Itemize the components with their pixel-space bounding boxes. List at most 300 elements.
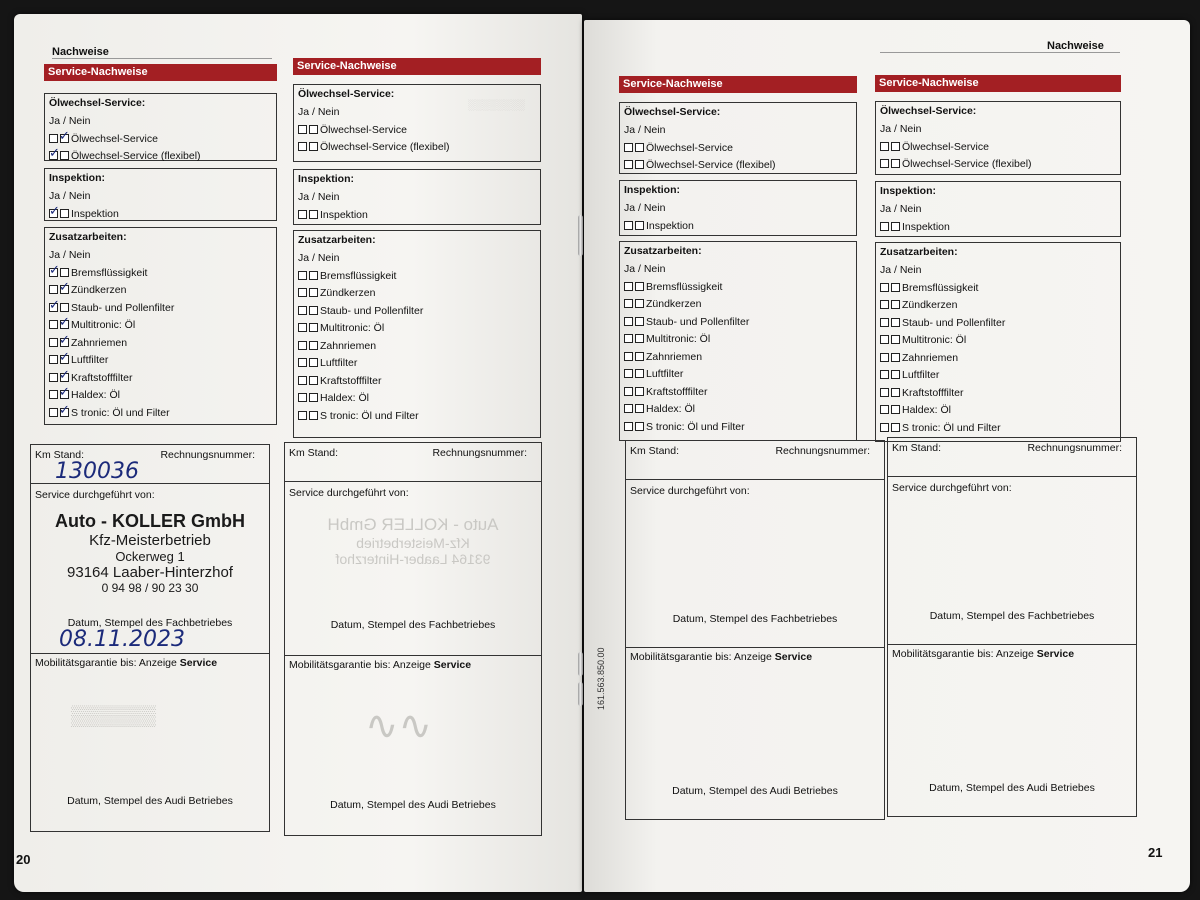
km-row	[31, 445, 269, 484]
yes-checkbox[interactable]	[298, 341, 307, 350]
extra-work-title: Zusatzarbeiten:	[624, 245, 702, 257]
extra-row	[49, 367, 272, 388]
yes-checkbox[interactable]	[880, 222, 889, 231]
extra-row	[298, 355, 536, 373]
yes-no-label: Ja / Nein	[49, 249, 91, 261]
check-mark: ✓	[59, 280, 70, 295]
yes-checkbox[interactable]	[880, 370, 889, 379]
yes-checkbox[interactable]	[624, 143, 633, 152]
yes-checkbox[interactable]	[298, 288, 307, 297]
yes-checkbox[interactable]	[880, 388, 889, 397]
extra-work-title: Zusatzarbeiten:	[298, 234, 376, 246]
extra-label: Haldex: Öl	[71, 389, 121, 401]
yes-checkbox[interactable]	[624, 369, 633, 378]
inspection-box	[875, 181, 1121, 237]
audi-date-label: Datum, Stempel des Audi Betriebes	[67, 795, 233, 807]
extra-label: Luftfilter	[71, 354, 109, 366]
km-label: Km Stand:	[630, 445, 680, 457]
no-checkbox[interactable]	[635, 352, 644, 361]
mobility-prefix: Mobilitätsgarantie bis: Anzeige	[35, 657, 180, 669]
divider	[31, 653, 269, 654]
header-rule-left	[52, 58, 272, 59]
divider	[888, 644, 1136, 645]
extra-label: Zündkerzen	[646, 298, 702, 310]
service-entry-card-1	[30, 444, 270, 832]
extra-row	[298, 303, 536, 321]
extra-label: Luftfilter	[902, 369, 940, 381]
stamp-name: Auto - KOLLER GmbH	[55, 511, 245, 531]
mobility-label	[35, 657, 217, 669]
bleed-through-text: ░░░░░░░░	[468, 100, 525, 111]
no-checkbox[interactable]	[309, 125, 318, 134]
yes-checkbox[interactable]	[298, 376, 307, 385]
extra-row	[49, 297, 272, 318]
check-mark: ✓	[59, 128, 70, 144]
yes-checkbox[interactable]	[624, 404, 633, 413]
dealer-date-label: Datum, Stempel des Fachbetriebes	[929, 610, 1095, 622]
yes-no-label: Ja / Nein	[880, 264, 922, 276]
extra-label: S tronic: Öl und Filter	[902, 421, 1001, 434]
extra-row	[880, 315, 1116, 333]
extra-row	[624, 366, 852, 384]
yes-checkbox[interactable]	[298, 210, 307, 219]
extra-label: Multitronic: Öl	[320, 322, 385, 334]
divider	[285, 655, 541, 656]
yes-no-label: Ja / Nein	[624, 263, 666, 275]
yes-checkbox[interactable]	[880, 300, 889, 309]
check-mark: ✓	[59, 385, 70, 400]
extra-work-box	[619, 241, 857, 441]
no-checkbox[interactable]	[60, 209, 69, 218]
extra-label: S tronic: Öl und Filter	[646, 420, 745, 433]
yes-checkbox[interactable]	[624, 387, 633, 396]
km-label: Km Stand:	[35, 449, 85, 461]
extra-row	[624, 384, 852, 402]
yes-checkbox[interactable]	[298, 393, 307, 402]
oil-item-row	[624, 140, 852, 158]
no-checkbox[interactable]	[635, 334, 644, 343]
stamp-city: 93164 Laaber-Hinterzhof	[67, 564, 233, 581]
yes-checkbox[interactable]	[624, 317, 633, 326]
extra-row	[880, 350, 1116, 368]
extra-row	[49, 402, 272, 423]
extra-row	[624, 314, 852, 332]
oil-change-box	[293, 84, 541, 162]
check-mark: ✓	[49, 297, 60, 313]
yes-checkbox[interactable]	[298, 358, 307, 367]
no-checkbox[interactable]	[60, 303, 69, 312]
yes-checkbox[interactable]	[298, 125, 307, 134]
yes-checkbox[interactable]	[624, 160, 633, 169]
inspection-label: Inspektion	[646, 219, 694, 232]
extra-label: Zündkerzen	[71, 284, 127, 296]
extra-row	[880, 402, 1116, 420]
extra-label: Haldex: Öl	[320, 392, 370, 404]
staple-top-2	[578, 232, 583, 256]
extra-label: Haldex: Öl	[902, 404, 952, 416]
invoice-label: Rechnungsnummer:	[432, 447, 527, 459]
yes-checkbox[interactable]	[880, 335, 889, 344]
extra-label: Zahnriemen	[646, 350, 703, 363]
oil-item-label: Ölwechsel-Service	[646, 141, 733, 154]
extra-row	[49, 262, 272, 283]
inspection-row	[49, 203, 272, 224]
yes-checkbox[interactable]	[624, 352, 633, 361]
mobility-service: Service	[774, 651, 813, 663]
mobility-prefix: Mobilitätsgarantie bis: Anzeige	[289, 659, 434, 671]
no-checkbox[interactable]	[635, 282, 644, 291]
no-checkbox[interactable]	[891, 388, 900, 397]
no-checkbox[interactable]	[891, 283, 900, 292]
extra-row	[880, 332, 1116, 350]
extra-label: Bremsflüssigkeit	[71, 266, 148, 279]
oil-item-label: Ölwechsel-Service	[320, 123, 407, 136]
extra-row	[298, 268, 536, 286]
mirrored-stamp-bleed	[305, 515, 521, 567]
no-checkbox[interactable]	[635, 221, 644, 230]
extra-row	[624, 401, 852, 419]
mobility-label	[892, 648, 1074, 660]
inspection-box	[293, 169, 541, 225]
oil-item-row	[298, 122, 536, 140]
check-mark: ✓	[59, 367, 70, 383]
yes-checkbox[interactable]	[880, 423, 889, 432]
yes-checkbox[interactable]	[624, 334, 633, 343]
stamp-phone: 0 94 98 / 90 23 30	[101, 581, 199, 595]
yes-no-label: Ja / Nein	[624, 202, 666, 214]
yes-checkbox[interactable]	[880, 283, 889, 292]
yes-checkbox[interactable]	[49, 390, 58, 399]
extra-row	[49, 387, 272, 405]
oil-flex-row	[880, 156, 1116, 174]
inspection-title: Inspektion:	[298, 173, 355, 185]
no-checkbox[interactable]	[635, 317, 644, 326]
yes-checkbox[interactable]	[298, 142, 307, 151]
extra-work-box	[293, 230, 541, 438]
extra-label: Zahnriemen	[320, 339, 377, 352]
inspection-label: Inspektion	[320, 208, 368, 221]
staple-bottom-2	[578, 682, 583, 706]
extra-label: Multitronic: Öl	[902, 334, 967, 346]
dealer-date-label: Datum, Stempel des Fachbetriebes	[67, 617, 233, 629]
no-checkbox[interactable]	[309, 323, 318, 332]
inspection-title: Inspektion:	[49, 172, 106, 184]
faded-stamp-mark: ▒▒▒▒▒▒	[71, 705, 157, 727]
yes-no-label: Ja / Nein	[298, 252, 340, 264]
no-checkbox[interactable]	[891, 405, 900, 414]
no-checkbox[interactable]	[635, 160, 644, 169]
no-checkbox[interactable]	[891, 222, 900, 231]
no-checkbox[interactable]	[891, 318, 900, 327]
extra-label: S tronic: Öl und Filter	[320, 409, 419, 422]
page-header-right: Nachweise	[1047, 40, 1104, 52]
extra-label: Staub- und Pollenfilter	[902, 316, 1006, 329]
yes-no-label: Ja / Nein	[880, 203, 922, 215]
mobility-service: Service	[179, 657, 218, 669]
extra-row	[298, 320, 536, 338]
audi-date-label: Datum, Stempel des Audi Betriebes	[672, 785, 838, 797]
extra-row	[880, 420, 1116, 438]
oil-item-row	[49, 128, 272, 149]
extra-label: Zahnriemen	[902, 351, 959, 364]
extra-label: Bremsflüssigkeit	[320, 269, 397, 282]
service-banner: Service-Nachweise	[619, 76, 857, 93]
extra-label: Staub- und Pollenfilter	[320, 304, 424, 317]
no-checkbox[interactable]	[635, 299, 644, 308]
extra-label: Luftfilter	[646, 368, 684, 380]
extra-label: Staub- und Pollenfilter	[71, 301, 175, 314]
service-banner: Service-Nachweise	[293, 58, 541, 75]
date-value: 08.11.2023	[59, 627, 185, 652]
check-mark: ✓	[49, 262, 60, 278]
extra-row	[298, 390, 536, 408]
yes-checkbox[interactable]	[624, 282, 633, 291]
check-mark: ✓	[49, 203, 60, 219]
yes-checkbox[interactable]	[624, 422, 633, 431]
extra-label: Multitronic: Öl	[71, 319, 136, 331]
extra-work-box	[44, 227, 277, 425]
divider	[626, 647, 884, 648]
service-banner: Service-Nachweise	[44, 64, 277, 81]
oil-flex-row	[49, 148, 272, 166]
invoice-label: Rechnungsnummer:	[775, 445, 870, 457]
check-mark: ✓	[59, 315, 70, 330]
oil-flex-label: Ölwechsel-Service (flexibel)	[646, 159, 776, 171]
yes-checkbox[interactable]	[49, 285, 58, 294]
bleed-stamp-name: Auto - KOLLER GmbH	[327, 515, 499, 534]
extra-label: Kraftstofffilter	[320, 374, 382, 387]
dealer-date-label: Datum, Stempel des Fachbetriebes	[330, 619, 496, 631]
oil-flex-label: Ölwechsel-Service (flexibel)	[71, 150, 201, 162]
yes-checkbox[interactable]	[49, 134, 58, 143]
yes-checkbox[interactable]	[298, 306, 307, 315]
mobility-label	[630, 651, 812, 663]
yes-no-label: Ja / Nein	[624, 124, 666, 136]
extra-label: Zündkerzen	[902, 299, 958, 311]
oil-title: Ölwechsel-Service:	[880, 105, 977, 117]
no-checkbox[interactable]	[891, 300, 900, 309]
bleed-stamp-city: 93164 Laaber-Hinterzhof	[335, 551, 491, 567]
extra-label: Zündkerzen	[320, 287, 376, 299]
no-checkbox[interactable]	[891, 353, 900, 362]
extra-work-title: Zusatzarbeiten:	[880, 246, 958, 258]
oil-item-row	[880, 139, 1116, 157]
extra-row	[880, 385, 1116, 403]
service-column-4	[875, 75, 1121, 442]
yes-no-label: Ja / Nein	[880, 123, 922, 135]
oil-change-box	[619, 102, 857, 174]
extra-label: Kraftstofffilter	[902, 386, 964, 399]
yes-checkbox[interactable]	[49, 408, 58, 417]
invoice-label: Rechnungsnummer:	[160, 449, 255, 461]
inspection-label: Inspektion	[71, 207, 119, 220]
oil-flex-label: Ölwechsel-Service (flexibel)	[902, 158, 1032, 170]
header-rule-right	[880, 52, 1120, 53]
extra-row	[49, 282, 272, 300]
inspection-title: Inspektion:	[624, 184, 681, 196]
extra-row	[880, 367, 1116, 385]
service-entry-card-3	[625, 440, 885, 820]
yes-checkbox[interactable]	[880, 405, 889, 414]
form-code: 161.563.850.00	[596, 647, 606, 710]
extra-row	[624, 279, 852, 297]
service-column-3	[619, 76, 857, 441]
service-entry-card-2	[284, 442, 542, 836]
inspection-box	[619, 180, 857, 236]
extra-row	[298, 285, 536, 303]
no-checkbox[interactable]	[309, 306, 318, 315]
done-by-label: Service durchgeführt von:	[35, 489, 155, 501]
no-checkbox[interactable]	[309, 393, 318, 402]
check-mark: ✓	[59, 332, 70, 348]
stamp-street: Ockerweg 1	[115, 549, 185, 564]
yes-checkbox[interactable]	[49, 355, 58, 364]
yes-checkbox[interactable]	[624, 221, 633, 230]
done-by-label: Service durchgeführt von:	[630, 485, 750, 497]
mobility-prefix: Mobilitätsgarantie bis: Anzeige	[892, 648, 1037, 660]
inspection-row	[624, 218, 852, 236]
no-checkbox[interactable]	[309, 210, 318, 219]
yes-no-label: Ja / Nein	[49, 190, 91, 202]
oil-change-box	[44, 93, 277, 161]
mobility-service: Service	[433, 659, 472, 671]
no-checkbox[interactable]	[309, 358, 318, 367]
extra-row	[624, 349, 852, 367]
yes-checkbox[interactable]	[49, 320, 58, 329]
oil-title: Ölwechsel-Service:	[298, 88, 395, 100]
service-column-1	[44, 64, 277, 425]
km-value: 130036	[55, 459, 139, 484]
km-label: Km Stand:	[892, 442, 942, 454]
km-row	[888, 438, 1136, 477]
extra-row	[624, 419, 852, 437]
no-checkbox[interactable]	[60, 268, 69, 277]
extra-label: Haldex: Öl	[646, 403, 696, 415]
extra-row	[49, 317, 272, 335]
no-checkbox[interactable]	[635, 422, 644, 431]
extra-work-title: Zusatzarbeiten:	[49, 231, 127, 243]
signature-bleed: ∿∿	[365, 704, 433, 748]
inspection-title: Inspektion:	[880, 185, 937, 197]
extra-label: Bremsflüssigkeit	[646, 280, 723, 293]
km-row	[285, 443, 541, 482]
yes-checkbox[interactable]	[49, 373, 58, 382]
extra-row	[624, 296, 852, 314]
inspection-row	[880, 219, 1116, 237]
oil-flex-row	[624, 157, 852, 175]
no-checkbox[interactable]	[891, 423, 900, 432]
no-checkbox[interactable]	[309, 271, 318, 280]
no-checkbox[interactable]	[309, 341, 318, 350]
oil-flex-label: Ölwechsel-Service (flexibel)	[320, 141, 450, 153]
service-column-2	[293, 58, 541, 438]
yes-checkbox[interactable]	[880, 142, 889, 151]
no-checkbox[interactable]	[891, 159, 900, 168]
inspection-row	[298, 207, 536, 225]
yes-no-label: Ja / Nein	[298, 106, 340, 118]
no-checkbox[interactable]	[309, 376, 318, 385]
km-row	[626, 441, 884, 480]
stamp-type: Kfz-Meisterbetrieb	[89, 532, 211, 549]
check-mark: ✓	[59, 350, 70, 365]
check-mark: ✓	[49, 146, 60, 161]
no-checkbox[interactable]	[891, 370, 900, 379]
mobility-label	[289, 659, 471, 671]
extra-label: Kraftstofffilter	[71, 371, 133, 384]
yes-checkbox[interactable]	[880, 159, 889, 168]
extra-row	[880, 297, 1116, 315]
bleed-stamp-type: Kfz-Meisterbetrieb	[356, 535, 470, 551]
extra-label: Kraftstofffilter	[646, 385, 708, 398]
extra-row	[298, 338, 536, 356]
extra-row	[298, 373, 536, 391]
yes-checkbox[interactable]	[298, 411, 307, 420]
dealer-date-label: Datum, Stempel des Fachbetriebes	[672, 613, 838, 625]
no-checkbox[interactable]	[891, 335, 900, 344]
extra-label: Bremsflüssigkeit	[902, 281, 979, 294]
oil-item-label: Ölwechsel-Service	[902, 140, 989, 153]
extra-label: S tronic: Öl und Filter	[71, 406, 170, 419]
mobility-prefix: Mobilitätsgarantie bis: Anzeige	[630, 651, 775, 663]
yes-checkbox[interactable]	[49, 338, 58, 347]
extra-row	[624, 331, 852, 349]
yes-checkbox[interactable]	[880, 318, 889, 327]
audi-date-label: Datum, Stempel des Audi Betriebes	[330, 799, 496, 811]
no-checkbox[interactable]	[635, 387, 644, 396]
staple-bottom	[578, 652, 583, 676]
no-checkbox[interactable]	[309, 142, 318, 151]
invoice-label: Rechnungsnummer:	[1027, 442, 1122, 454]
yes-checkbox[interactable]	[298, 271, 307, 280]
oil-change-box	[875, 101, 1121, 175]
extra-label: Staub- und Pollenfilter	[646, 315, 750, 328]
yes-checkbox[interactable]	[880, 353, 889, 362]
check-mark: ✓	[59, 402, 70, 418]
no-checkbox[interactable]	[635, 369, 644, 378]
no-checkbox[interactable]	[635, 143, 644, 152]
oil-item-label: Ölwechsel-Service	[71, 132, 158, 145]
mobility-service: Service	[1036, 648, 1075, 660]
yes-no-label: Ja / Nein	[298, 191, 340, 203]
no-checkbox[interactable]	[309, 411, 318, 420]
yes-checkbox[interactable]	[624, 299, 633, 308]
extra-label: Luftfilter	[320, 357, 358, 369]
extra-row	[49, 352, 272, 370]
no-checkbox[interactable]	[309, 288, 318, 297]
service-banner: Service-Nachweise	[875, 75, 1121, 92]
extra-row	[298, 408, 536, 426]
no-checkbox[interactable]	[891, 142, 900, 151]
service-entry-card-4	[887, 437, 1137, 817]
oil-title: Ölwechsel-Service:	[624, 106, 721, 118]
inspection-box	[44, 168, 277, 221]
yes-checkbox[interactable]	[298, 323, 307, 332]
km-label: Km Stand:	[289, 447, 339, 459]
done-by-label: Service durchgeführt von:	[892, 482, 1012, 494]
done-by-label: Service durchgeführt von:	[289, 487, 409, 499]
no-checkbox[interactable]	[635, 404, 644, 413]
extra-row	[880, 280, 1116, 298]
audi-date-label: Datum, Stempel des Audi Betriebes	[929, 782, 1095, 794]
page-number-left: 20	[16, 852, 31, 867]
no-checkbox[interactable]	[60, 151, 69, 160]
oil-flex-row	[298, 139, 536, 157]
extra-label: Multitronic: Öl	[646, 333, 711, 345]
oil-title: Ölwechsel-Service:	[49, 97, 146, 109]
dealer-stamp	[41, 511, 259, 595]
extra-label: Zahnriemen	[71, 336, 128, 349]
page-header-left: Nachweise	[52, 46, 109, 58]
